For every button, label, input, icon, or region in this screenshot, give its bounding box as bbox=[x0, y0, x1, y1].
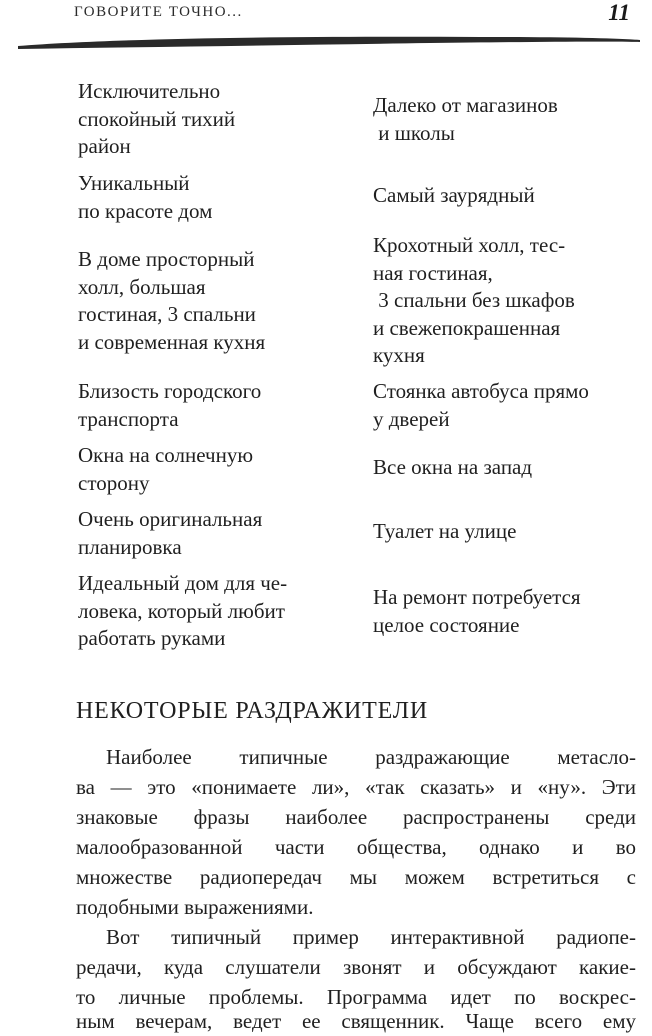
paragraph-line: то личные проблемы. Программа идет по воскрес- bbox=[76, 985, 636, 1009]
negative-reality: Самый заурядный bbox=[373, 183, 535, 207]
paragraph-line: множестве радиопередач мы можем встретиться с bbox=[76, 865, 636, 889]
page-number: 11 bbox=[608, 0, 630, 25]
section-heading: НЕКОТОРЫЕ РАЗДРАЖИТЕЛИ bbox=[76, 698, 428, 724]
paragraph-line: редачи, куда слушатели звонят и обсуждают какие- bbox=[76, 955, 636, 979]
positive-description: Исключительно спокойный тихий район bbox=[78, 79, 236, 158]
negative-reality: Все окна на запад bbox=[373, 455, 533, 479]
negative-reality: На ремонт потребуется целое состояние bbox=[373, 585, 581, 637]
negative-reality: Крохотный холл, тес- ная гостиная, 3 спальни без шкафов и свежепокрашенная кухня bbox=[373, 233, 575, 367]
negative-reality: Туалет на улице bbox=[373, 519, 517, 543]
running-head: ГОВОРИТЕ ТОЧНО... bbox=[74, 4, 243, 20]
paragraph-line: малообразованной части общества, однако и во bbox=[76, 835, 636, 859]
paragraph-line: ва — это «понимаете ли», «так сказать» и «ну». Эти bbox=[76, 775, 636, 799]
positive-description: Уникальный по красоте дом bbox=[78, 171, 213, 223]
paragraph-line: ным вечерам, ведет ее священник. Чаще всего ему bbox=[76, 1009, 636, 1033]
positive-description: Очень оригинальная планировка bbox=[78, 507, 263, 559]
paragraph-line: Наиболее типичные раздражающие метасло- bbox=[106, 745, 636, 769]
header-rule bbox=[0, 26, 652, 56]
negative-reality: Далеко от магазинов и школы bbox=[373, 93, 558, 145]
positive-description: Близость городского транспорта bbox=[78, 379, 262, 431]
paragraph-line: Вот типичный пример интерактивной радиопе- bbox=[106, 925, 636, 949]
positive-description: Окна на солнечную сторону bbox=[78, 443, 254, 495]
paragraph-line: подобными выражениями. bbox=[76, 895, 314, 919]
positive-description: В доме просторный холл, большая гостиная, 3 спальни и современная кухня bbox=[78, 247, 266, 354]
negative-reality: Стоянка автобуса прямо у дверей bbox=[373, 379, 589, 431]
positive-description: Идеальный дом для че- ловека, который любит работать руками bbox=[78, 571, 288, 650]
paragraph-line: знаковые фразы наиболее распространены среди bbox=[76, 805, 636, 829]
